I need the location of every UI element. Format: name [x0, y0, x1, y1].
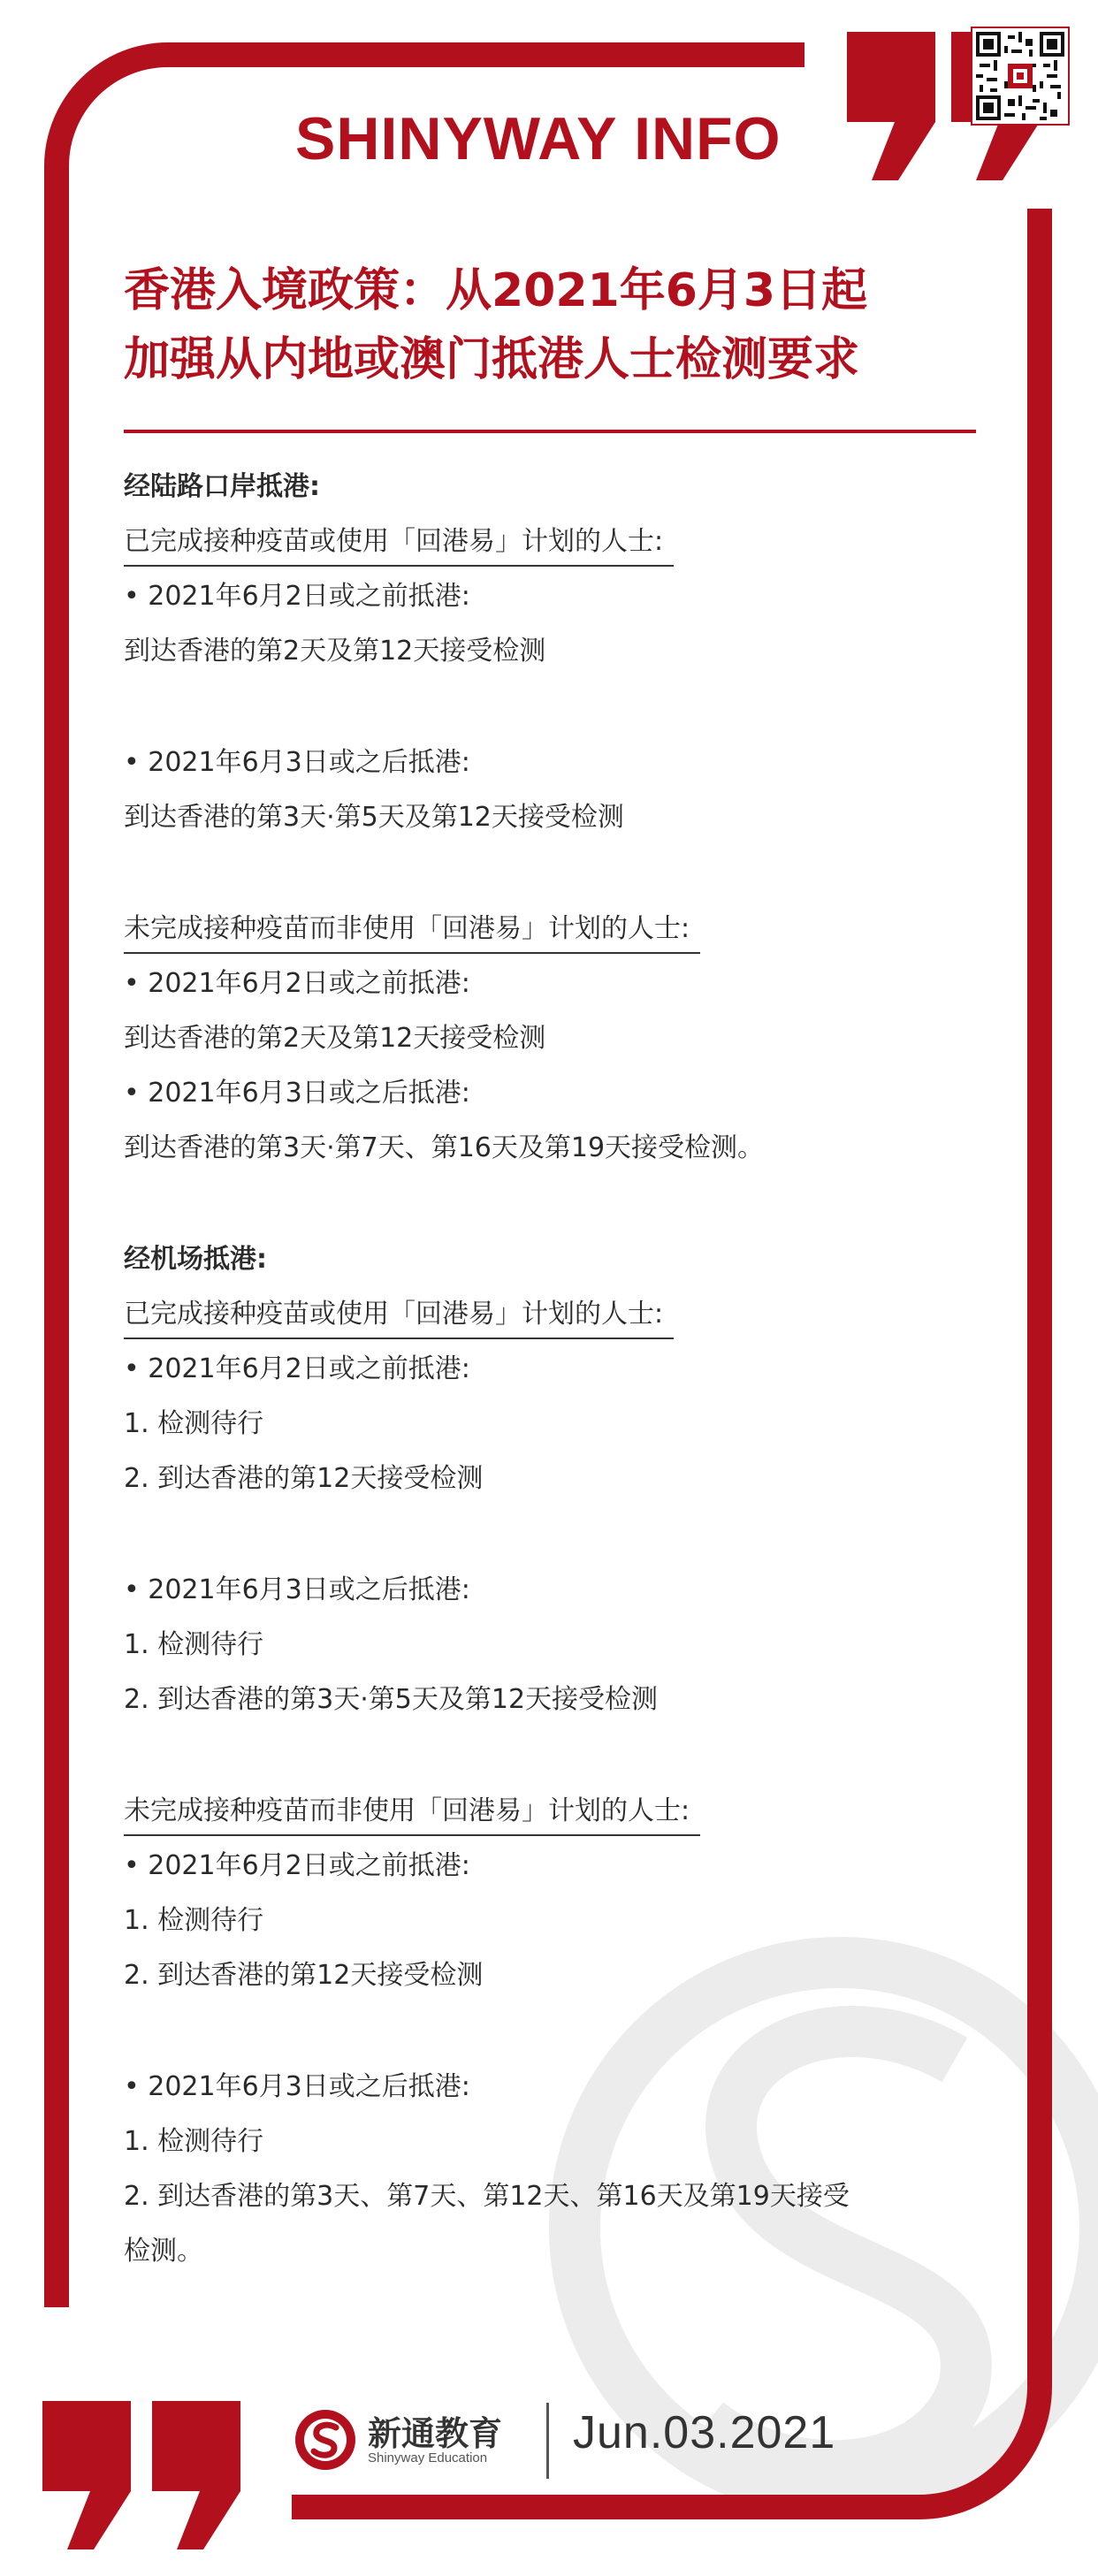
detail-line: 1. 检测待行 [124, 1629, 264, 1660]
bullet-item: • 2021年6月3日或之后抵港: [124, 1078, 470, 1109]
bullet-item: • 2021年6月2日或之前抵港: [124, 1353, 470, 1384]
bullet-item: • 2021年6月3日或之后抵港: [124, 1574, 470, 1605]
detail-line: 2. 到达香港的第12天接受检测 [124, 1960, 484, 1991]
bullet-item: • 2021年6月2日或之前抵港: [124, 1850, 470, 1881]
bullet-item: • 2021年6月3日或之后抵港: [124, 747, 470, 778]
detail-line: 2. 到达香港的第3天、第7天、第12天、第16天及第19天接受 [124, 2181, 850, 2212]
detail-line: 1. 检测待行 [124, 1408, 264, 1439]
page-title-line-2: 加强从内地或澳门抵港人士检测要求 [124, 333, 860, 386]
bullet-item: • 2021年6月2日或之前抵港: [124, 581, 470, 612]
bullet-item: • 2021年6月3日或之后抵港: [124, 2071, 470, 2102]
policy-content [124, 460, 972, 2279]
detail-line: 到达香港的第3天·第7天、第16天及第19天接受检测。 [124, 1132, 765, 1163]
brand-title: SHINYWAY INFO [295, 105, 782, 172]
detail-line: 1. 检测待行 [124, 1905, 264, 1936]
quote-mark-icon [42, 2401, 240, 2549]
shinyway-logo-icon [292, 2406, 359, 2473]
group-label: 已完成接种疫苗或使用「回港易」计划的人士: [124, 514, 972, 569]
logo-name-en: Shinyway Education [368, 2450, 488, 2465]
page-title [124, 256, 990, 394]
footer-divider [546, 2403, 549, 2479]
detail-line: 到达香港的第3天·第5天及第12天接受检测 [124, 802, 624, 833]
logo-name-cn: 新通教育 [368, 2414, 503, 2453]
detail-line: 到达香港的第2天及第12天接受检测 [124, 1023, 546, 1054]
detail-line: 2. 到达香港的第12天接受检测 [124, 1463, 484, 1494]
section-heading-land: 经陆路口岸抵港: [124, 471, 320, 502]
qr-code-icon [971, 27, 1070, 126]
detail-line: 2. 到达香港的第3天·第5天及第12天接受检测 [124, 1684, 659, 1715]
section-heading-airport: 经机场抵港: [124, 1244, 267, 1275]
detail-line: 1. 检测待行 [124, 2126, 264, 2157]
group-label: 未完成接种疫苗而非使用「回港易」计划的人士: [124, 1784, 972, 1839]
detail-line: 到达香港的第2天及第12天接受检测 [124, 636, 546, 667]
group-label: 已完成接种疫苗或使用「回港易」计划的人士: [124, 1287, 972, 1342]
title-divider [124, 430, 976, 433]
page-title-line-1: 香港入境政策：从2021年6月3日起 [124, 264, 868, 317]
publish-date: Jun.03.2021 [573, 2407, 836, 2458]
group-label: 未完成接种疫苗而非使用「回港易」计划的人士: [124, 902, 972, 956]
detail-line: 检测。 [124, 2236, 203, 2267]
bullet-item: • 2021年6月2日或之前抵港: [124, 968, 470, 999]
